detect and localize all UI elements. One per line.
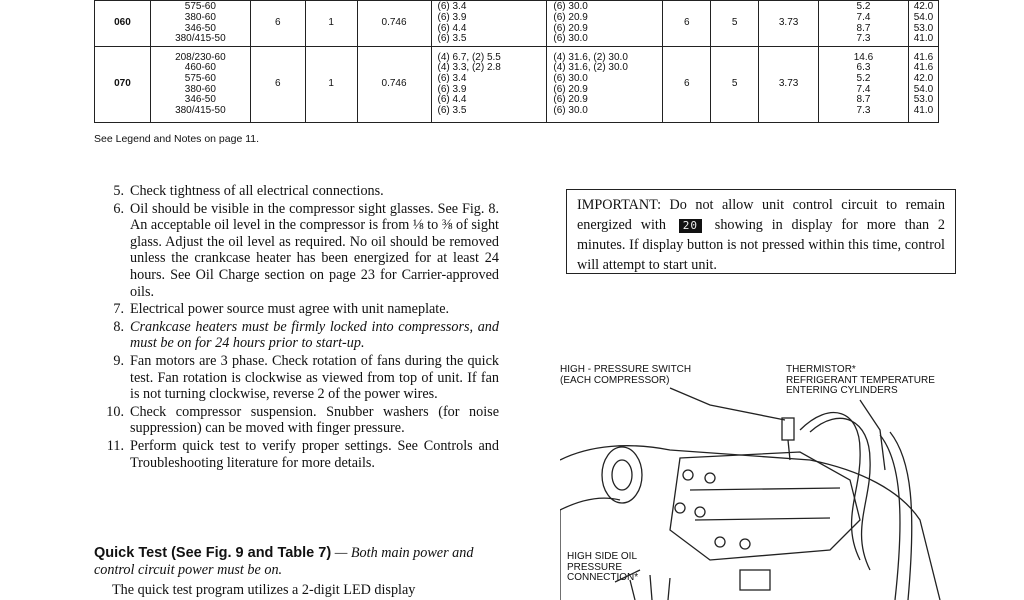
figure-label: HIGH SIDE OIL PRESSURE CONNECTION*	[567, 551, 639, 583]
table-cell: 6	[663, 1, 711, 47]
step-text: Perform quick test to verify proper settings. See Controls and Troubleshooting literature for more details.	[130, 437, 499, 471]
table-cell: 1	[305, 1, 357, 47]
table-cell: 6	[250, 1, 305, 47]
list-item	[94, 353, 499, 403]
quick-test-section	[94, 545, 499, 578]
section-heading: Quick Test (See Fig. 9 and Table 7)	[94, 545, 332, 561]
table-cell: 14.6 6.3 5.2 7.4 8.7 7.3	[819, 47, 909, 123]
step-text: Fan motors are 3 phase. Check rotation of fans during the quick test. Fan rotation is clockwise as viewed from top of unit. If fan is not turning clockwise, reverse 2 of the power wires.	[130, 352, 499, 403]
list-item	[94, 438, 499, 471]
important-text: showing in display for more than 2 minutes. If display button is not pressed within this time, control will attempt to start unit.	[577, 217, 945, 273]
step-text: Check tightness of all electrical connections.	[130, 183, 384, 199]
table-cell: 6	[663, 47, 711, 123]
step-number: 6.	[113, 200, 124, 217]
table-cell: (6) 3.4 (6) 3.9 (6) 4.4 (6) 3.5	[431, 1, 547, 47]
voltage-cell: 575-60 380-60 346-50 380/415-50	[150, 1, 250, 47]
step-text: Oil should be visible in the compressor sight glasses. See Fig. 8. An acceptable oil level in the compressor is from ⅛ to ⅜ of sight glass. Adjust the oil level as required. No oil should be removed unless the crankcase heater has been energized for at least 24 hours. See Oil Charge section on page 23 for Carrier-approved oils.	[130, 200, 499, 300]
table-cell: 5	[711, 1, 759, 47]
list-item	[94, 301, 499, 318]
section-subtitle: — Both main power and control circuit power must be on.	[94, 545, 474, 578]
figure-label: HIGH - PRESSURE SWITCH (EACH COMPRESSOR)	[560, 364, 692, 386]
table-cell: 41.6 41.6 42.0 54.0 53.0 41.0	[908, 47, 938, 123]
list-item	[94, 404, 499, 437]
table-note: See Legend and Notes on page 11.	[94, 133, 260, 145]
step-number: 11.	[106, 437, 124, 454]
step-number: 10.	[106, 403, 124, 420]
step-text: Check compressor suspension. Snubber washers (for noise suppression) can be moved with finger pressure.	[130, 403, 499, 437]
table-cell: 1	[305, 47, 357, 123]
steps-list	[94, 183, 499, 472]
important-text: IMPORTANT: Do not allow unit control circuit to remain energized with	[577, 197, 945, 233]
figure-label: THERMISTOR* REFRIGERANT TEMPERATURE ENTERING CYLINDERS	[786, 364, 935, 396]
list-item	[94, 183, 499, 200]
model-cell: 070	[95, 47, 151, 123]
table-cell: 0.746	[357, 1, 431, 47]
table-row	[95, 47, 939, 123]
table-cell: (6) 30.0 (6) 20.9 (6) 20.9 (6) 30.0	[547, 1, 663, 47]
important-box	[566, 189, 956, 274]
table-cell: 5.2 7.4 8.7 7.3	[819, 1, 909, 47]
step-text: Crankcase heaters must be firmly locked into compressors, and must be on for 24 hours prior to start-up.	[130, 318, 499, 352]
step-text: Electrical power source must agree with unit nameplate.	[130, 301, 450, 318]
table-cell: 3.73	[759, 47, 819, 123]
compressor-drawing-icon	[560, 360, 980, 600]
model-cell: 060	[95, 1, 151, 47]
step-number: 5.	[113, 183, 124, 199]
voltage-cell: 208/230-60 460-60 575-60 380-60 346-50 380/415-50	[150, 47, 250, 123]
table-row	[95, 1, 939, 47]
step-number: 9.	[113, 352, 124, 369]
table-cell: 5	[711, 47, 759, 123]
paragraph: The quick test program utilizes a 2-digit LED display	[112, 582, 416, 598]
list-item	[94, 319, 499, 352]
table-cell: 0.746	[357, 47, 431, 123]
table-cell: (4) 6.7, (2) 5.5 (4) 3.3, (2) 2.8 (6) 3.4 (6) 3.9 (6) 4.4 (6) 3.5	[431, 47, 547, 123]
step-number: 8.	[113, 318, 124, 335]
list-item	[94, 201, 499, 301]
table-cell: 6	[250, 47, 305, 123]
step-number: 7.	[113, 301, 124, 318]
table-cell: 42.0 54.0 53.0 41.0	[908, 1, 938, 47]
compressor-figure	[560, 360, 980, 600]
spec-table	[94, 0, 939, 123]
table-cell: (4) 31.6, (2) 30.0 (4) 31.6, (2) 30.0 (6) 30.0 (6) 20.9 (6) 20.9 (6) 30.0	[547, 47, 663, 123]
led-display-icon: 20	[679, 219, 702, 233]
table-cell: 3.73	[759, 1, 819, 47]
